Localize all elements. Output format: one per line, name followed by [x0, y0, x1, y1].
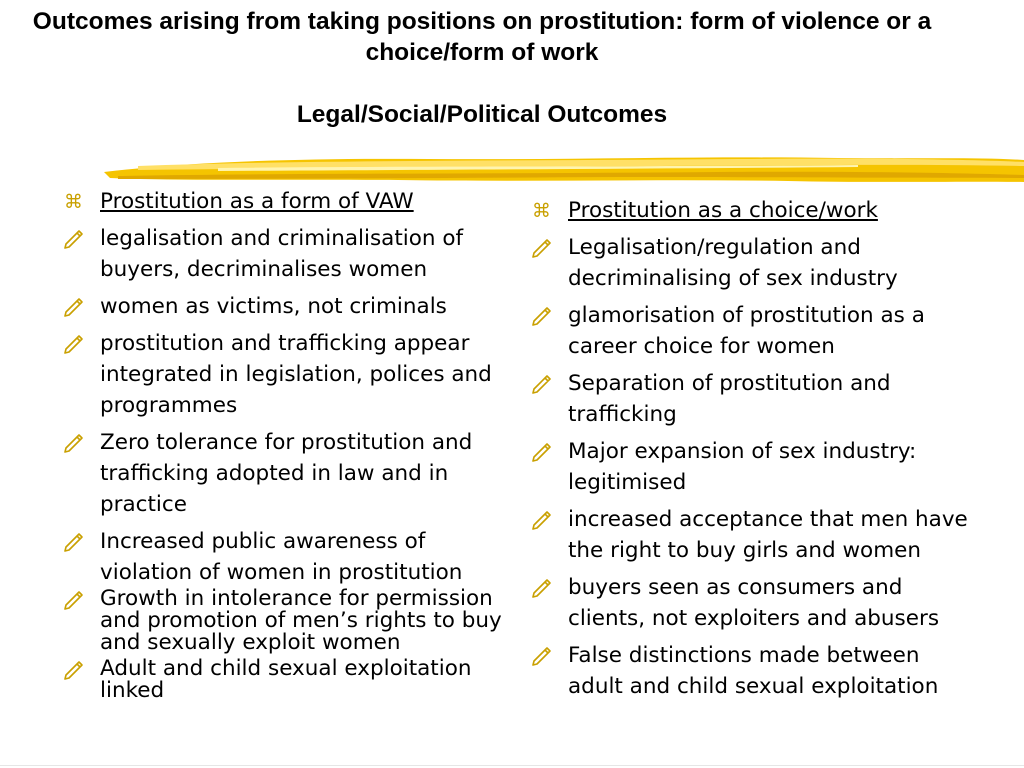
list-heading	[530, 195, 970, 226]
left-column	[62, 186, 502, 706]
list-item-text: Legalisation/regulation and decriminalising of sex industry	[568, 235, 898, 291]
list-item	[530, 368, 970, 430]
list-item	[530, 640, 970, 702]
pencil-bullet-icon	[62, 530, 86, 552]
list-item	[62, 291, 502, 322]
list-item-text: Growth in intolerance for permission and promotion of men’s rights to buy and sexually exploit women	[100, 586, 502, 655]
yellow-brush-stroke	[98, 148, 1024, 188]
list-item-text: Adult and child sexual exploitation linked	[100, 656, 472, 703]
list-item-text: Separation of prostitution and trafficking	[568, 371, 891, 427]
right-column	[530, 195, 970, 708]
pencil-bullet-icon	[62, 588, 86, 610]
list-item-text: prostitution and trafficking appear integrated in legislation, polices and programmes	[100, 331, 492, 418]
pencil-bullet-icon	[62, 332, 86, 354]
list-item-text: Zero tolerance for prostitution and trafficking adopted in law and in practice	[100, 430, 473, 517]
list-item-text: Increased public awareness of violation of women in prostitution	[100, 529, 463, 585]
pencil-bullet-icon	[530, 644, 554, 666]
list-item-text: legalisation and criminalisation of buyers, decriminalises women	[100, 226, 464, 282]
bottom-divider	[0, 765, 1024, 766]
list-item-text: Major expansion of sex industry: legitimised	[568, 439, 917, 495]
pencil-bullet-icon	[530, 372, 554, 394]
list-item	[62, 658, 502, 702]
command-bullet-icon: ⌘	[64, 191, 83, 213]
pencil-bullet-icon	[62, 295, 86, 317]
command-bullet-icon: ⌘	[532, 200, 551, 222]
list-item	[62, 427, 502, 520]
pencil-bullet-icon	[530, 236, 554, 258]
pencil-bullet-icon	[530, 304, 554, 326]
list-item-text: buyers seen as consumers and clients, not exploiters and abusers	[568, 575, 940, 631]
right-heading: Prostitution as a choice/work	[568, 198, 878, 223]
list-item-text: False distinctions made between adult and child sexual exploitation	[568, 643, 939, 699]
list-item	[62, 328, 502, 421]
list-item	[62, 588, 502, 654]
list-item	[530, 572, 970, 634]
slide-subtitle: Legal/Social/Political Outcomes	[296, 101, 668, 128]
pencil-bullet-icon	[530, 508, 554, 530]
list-item	[530, 504, 970, 566]
list-item	[62, 526, 502, 588]
list-item	[530, 300, 970, 362]
pencil-bullet-icon	[62, 227, 86, 249]
pencil-bullet-icon	[530, 440, 554, 462]
list-item-text: glamorisation of prostitution as a career choice for women	[568, 303, 925, 359]
list-heading	[62, 186, 502, 217]
slide-title: Outcomes arising from taking positions on prostitution: form of violence or a choice/form of work	[32, 8, 932, 66]
left-heading: Prostitution as a form of VAW	[100, 189, 414, 214]
list-item-text: increased acceptance that men have the right to buy girls and women	[568, 507, 968, 563]
list-item-text: women as victims, not criminals	[100, 294, 447, 319]
pencil-bullet-icon	[530, 576, 554, 598]
pencil-bullet-icon	[62, 431, 86, 453]
list-item	[530, 436, 970, 498]
list-item	[530, 232, 970, 294]
list-item	[62, 223, 502, 285]
pencil-bullet-icon	[62, 658, 86, 680]
